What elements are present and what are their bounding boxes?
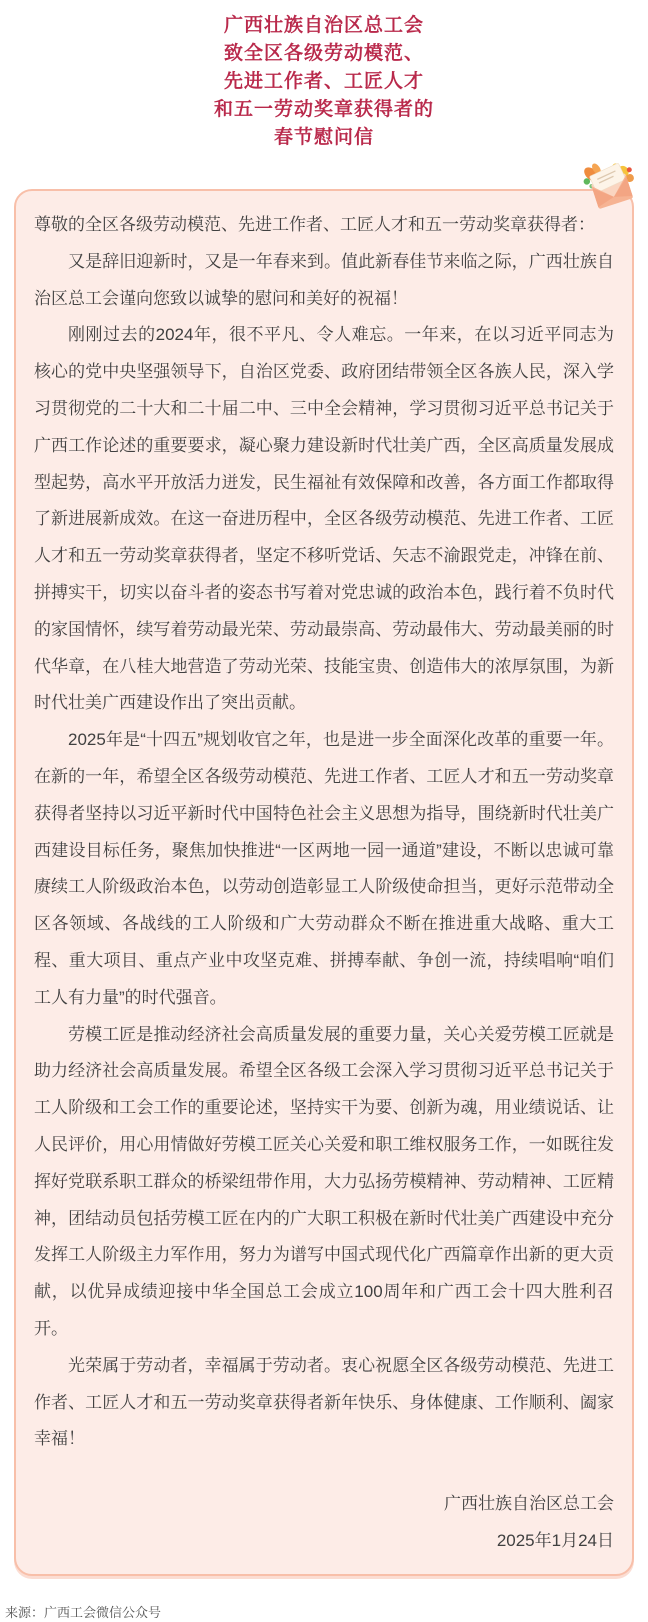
title-line-5: 春节慰问信	[273, 127, 374, 148]
letter-card	[14, 189, 634, 1576]
page-title	[0, 10, 648, 152]
source-note: 来源：广西工会微信公众号	[5, 1604, 162, 1620]
signature-org: 广西壮族自治区总工会	[444, 1494, 614, 1514]
letter-paragraph-2: 刚刚过去的2024年，很不平凡、令人难忘。一年来，在以习近平同志为核心的党中央坚强领导下，自治区党委、政府团结带领全区各族人民，深入学习贯彻党的二十大和二十届二中、三中全会精神，学习贯彻习近平总书记关于广西工作论述的重要要求，凝心聚力建设新时代壮美广西，全区高质量发展成型起势，高水平开放活力迸发，民生福祉有效保障和改善，各方面工作都取得了新进展新成效。在这一奋进历程中，全区各级劳动模范、先进工作者、工匠人才和五一劳动奖章获得者，坚定不移听党话、矢志不渝跟党走，冲锋在前、拼搏实干，切实以奋斗者的姿态书写着对党忠诚的政治本色，践行着不负时代的家国情怀，续写着劳动最光荣、劳动最崇高、劳动最伟大、劳动最美丽的时代华章，在八桂大地营造了劳动光荣、技能宝贵、创造伟大的浓厚氛围，为新时代壮美广西建设作出了突出贡献。	[34, 325, 614, 713]
title-line-3: 先进工作者、工匠人才	[223, 71, 424, 92]
letter-paragraph-4: 劳模工匠是推动经济社会高质量发展的重要力量，关心关爱劳模工匠就是助力经济社会高质量发展。希望全区各级工会深入学习贯彻习近平总书记关于工人阶级和工会工作的重要论述，坚持实干为要、创新为魂，用业绩说话、让人民评价，用心用情做好劳模工匠关心关爱和职工维权服务工作，一如既往发挥好党联系职工群众的桥梁纽带作用，大力弘扬劳模精神、劳动精神、工匠精神，团结动员包括劳模工匠在内的广大职工积极在新时代壮美广西建设中充分发挥工人阶级主力军作用，努力为谱写中国式现代化广西篇章作出新的更大贡献，以优异成绩迎接中华全国总工会成立100周年和广西工会十四大胜利召开。	[34, 1024, 614, 1338]
letter-salutation: 尊敬的全区各级劳动模范、先进工作者、工匠人才和五一劳动奖章获得者：	[34, 215, 595, 234]
letter-paragraph-3: 2025年是“十四五”规划收官之年，也是进一步全面深化改革的重要一年。在新的一年，希望全区各级劳动模范、先进工作者、工匠人才和五一劳动奖章获得者坚持以习近平新时代中国特色社会主义思想为指导，围绕新时代壮美广西建设目标任务，聚焦加快推进“一区两地一园一通道”建设，不断以忠诚可靠赓续工人阶级政治本色，以劳动创造彰显工人阶级使命担当，更好示范带动全区各领域、各战线的工人阶级和广大劳动群众不断在推进重大战略、重大工程、重大项目、重点产业中攻坚克难、拼搏奉献、争创一流，持续唱响“咱们工人有力量”的时代强音。	[34, 730, 614, 1007]
title-line-1: 广西壮族自治区总工会	[223, 15, 424, 36]
title-line-4: 和五一劳动奖章获得者的	[213, 99, 434, 120]
signature-block	[34, 1486, 614, 1560]
signature-date: 2025年1月24日	[496, 1530, 614, 1550]
letter-card-wrapper	[14, 189, 634, 1576]
title-line-2: 致全区各级劳动模范、	[223, 43, 424, 64]
letter-paragraph-1: 又是辞旧迎新时，又是一年春来到。值此新春佳节来临之际，广西壮族自治区总工会谨向您致以诚挚的慰问和美好的祝福！	[34, 251, 614, 308]
letter-paragraph-5: 光荣属于劳动者，幸福属于劳动者。衷心祝愿全区各级劳动模范、先进工作者、工匠人才和五一劳动奖章获得者新年快乐、身体健康、工作顺利、阖家幸福！	[34, 1355, 614, 1449]
